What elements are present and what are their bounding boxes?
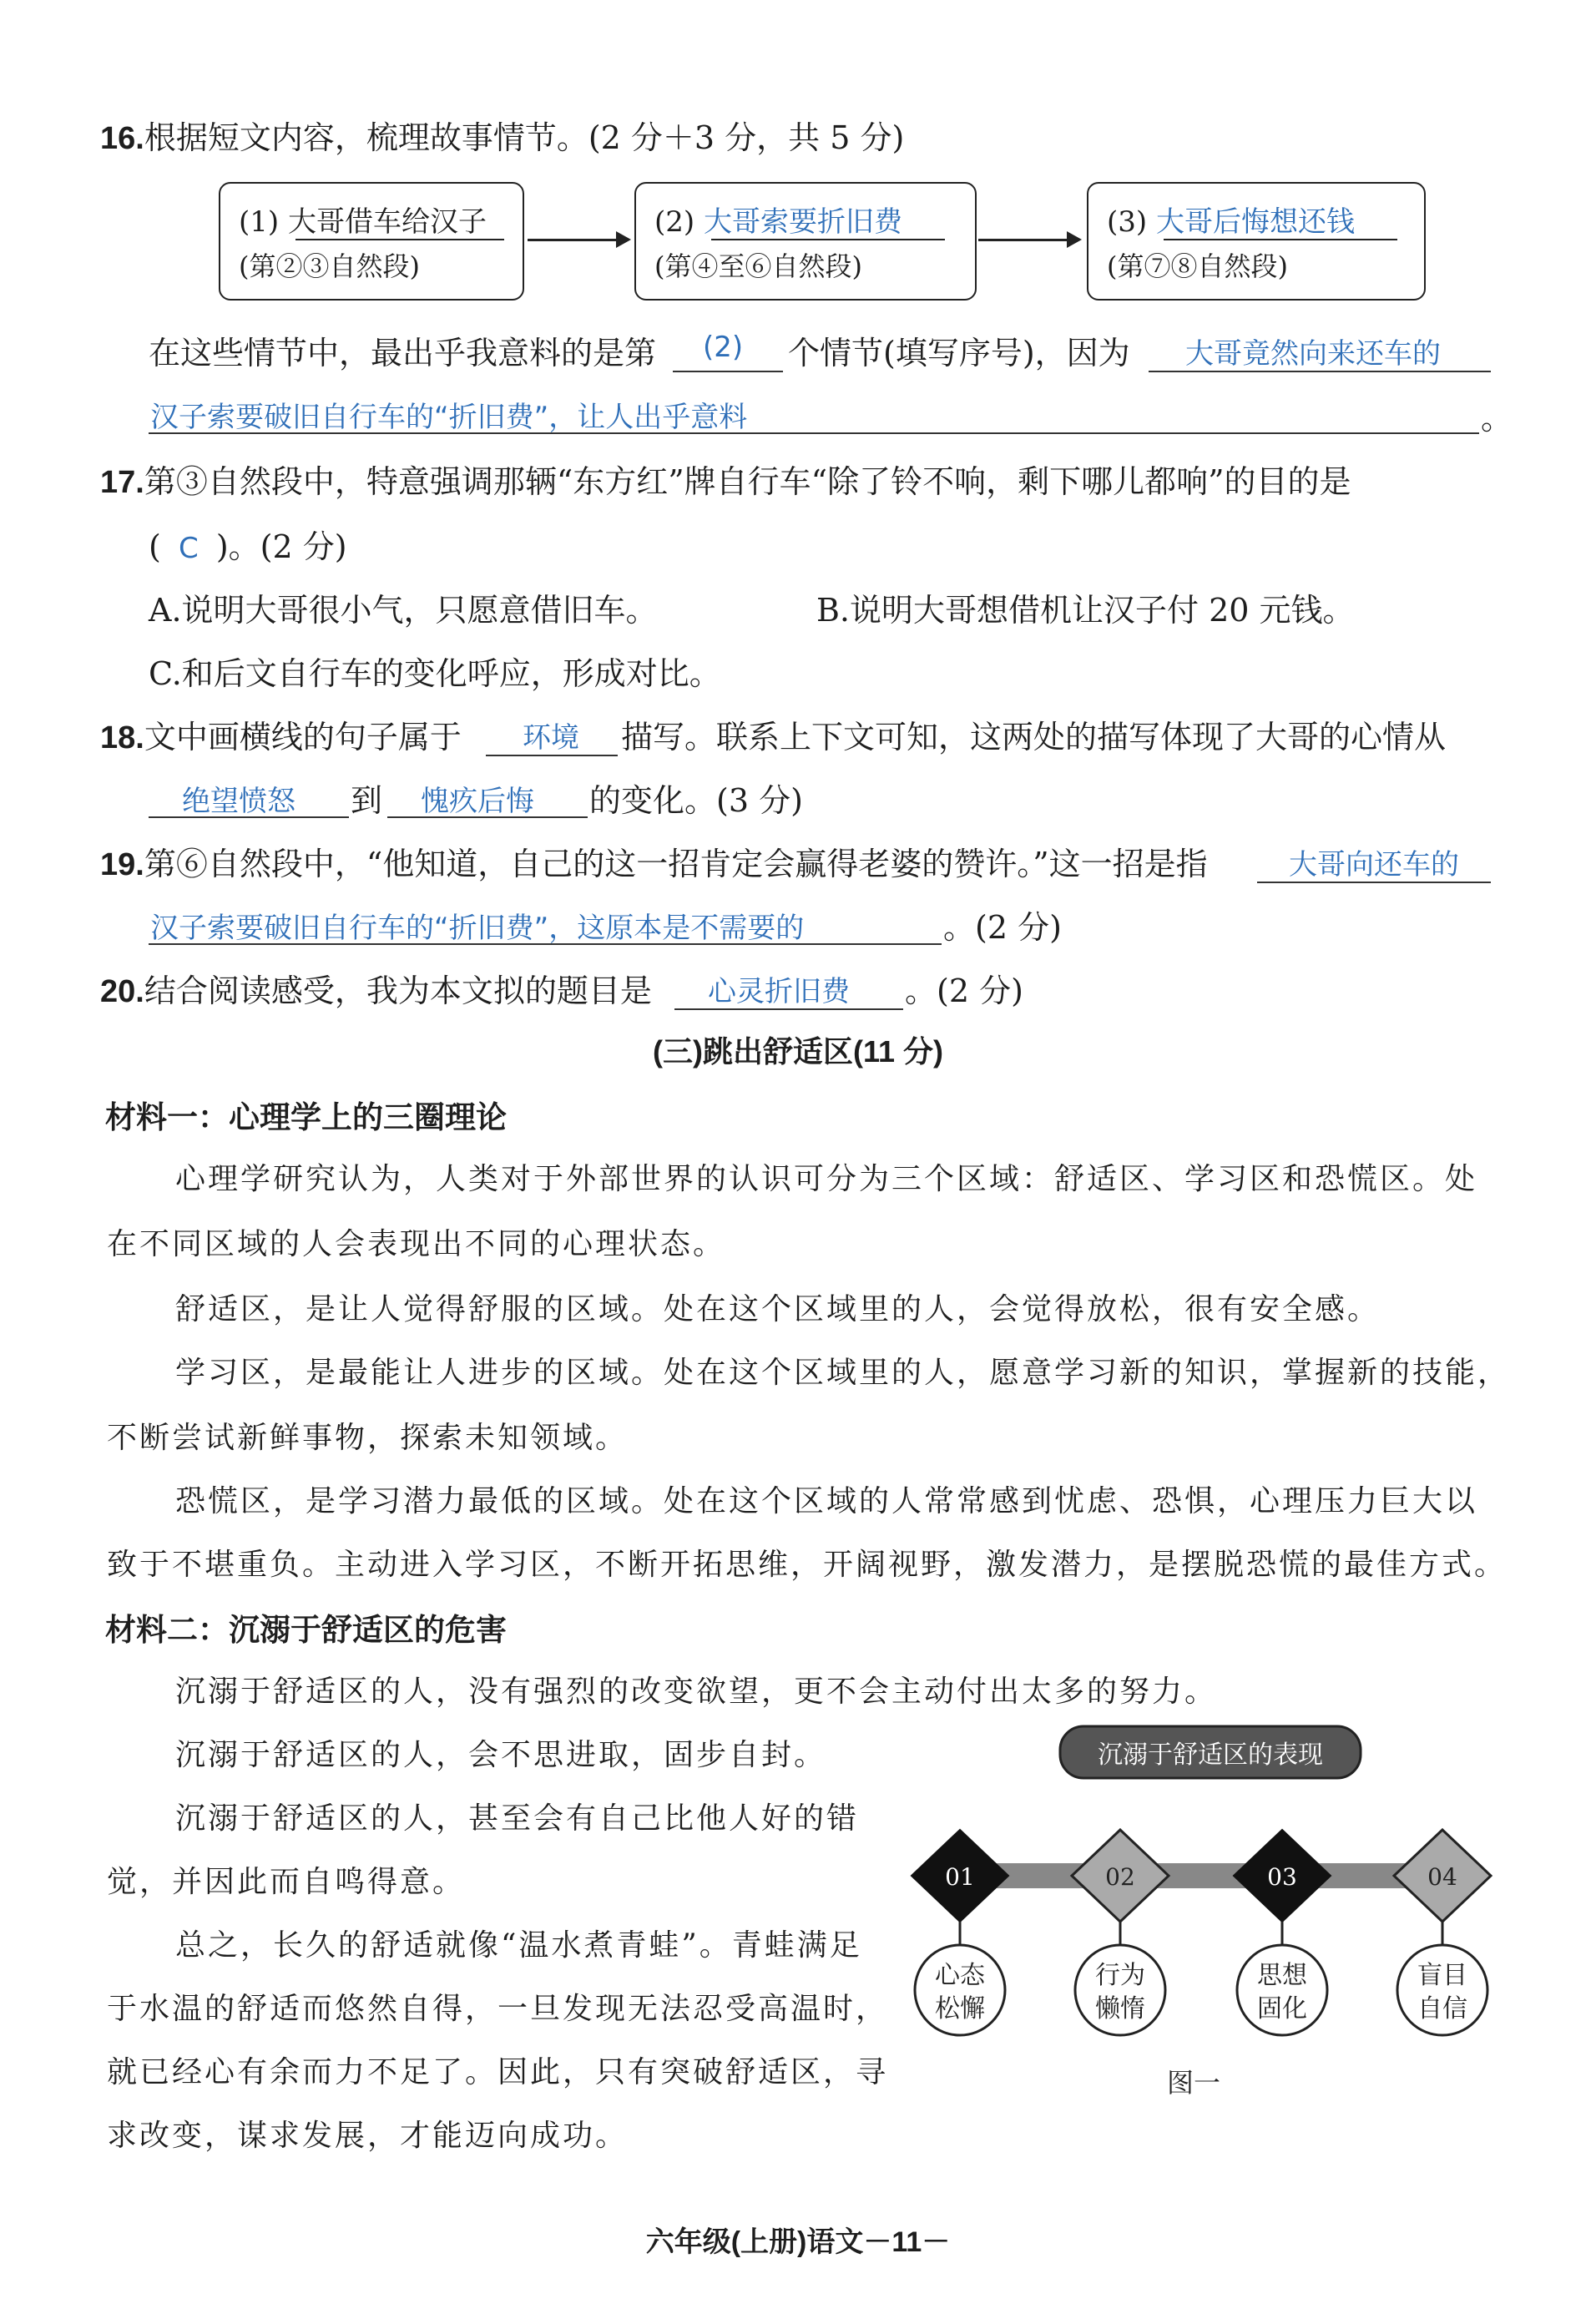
figure-band [960,1863,1444,1888]
plot-box-1-title: (1) 大哥借车给汉子 [239,205,487,239]
material-2-line: 总之，长久的舒适就像“温水煮青蛙”。青蛙满足 [175,1928,862,1963]
q16-answer-1: (2) [703,331,744,364]
q16-stem-text: 根据短文内容，梳理故事情节。(2 分＋3 分，共 5 分) [144,119,905,156]
q17-answer-line: ( C )。(2 分) [149,528,347,565]
q18-answer-2: 绝望愤怒 [182,785,295,818]
q17-stem-text: 第③自然段中，特意强调那辆“东方红”牌自行车“除了铃不响，剩下哪儿都响”的目的是 [144,463,1351,500]
node-label-line2: 固化 [1257,1994,1307,2023]
q19-end: 。(2 分) [943,909,1062,946]
figure-node-2 [1072,1830,1169,2035]
figure-node-4 [1394,1830,1491,2035]
figure-1-diagram [902,1720,1519,2120]
q16-stem [100,112,904,158]
plot-box-3 [1087,182,1426,301]
material-1-line: 致于不堪重负。主动进入学习区，不断开拓思维，开阔视野，激发潜力，是摆脱恐慌的最佳方式。 [107,1548,1508,1582]
plot-box-3-underline [1164,239,1397,240]
q18-line-1-cont: 描写。联系上下文可知，这两处的描写体现了大哥的心情从 [621,719,1447,755]
q19-answer-2: 汉子索要破旧自行车的“折旧费”，这原本是不需要的 [150,912,805,945]
material-2-line: 于水温的舒适而悠然自得，一旦发现无法忍受高温时， [107,1992,889,2026]
material-1-line: 学习区，是最能让人进步的区域。处在这个区域里的人，愿意学习新的知识，掌握新的技能， [175,1356,1511,1390]
node-label-line1: 行为 [1095,1961,1145,1990]
q19-answer-1: 大哥向还车的 [1289,848,1459,882]
q17-option-a: A.说明大哥很小气，只愿意借旧车。 [149,592,658,629]
material-1-line: 在不同区域的人会表现出不同的心理状态。 [107,1227,726,1261]
node-label-line1: 思想 [1257,1961,1307,1990]
material-2-line: 就已经心有余而力不足了。因此，只有突破舒适区，寻 [107,2055,889,2089]
plot-box-3-para: (第⑦⑧自然段) [1107,250,1288,282]
plot-arrow-1 [528,239,628,241]
plot-box-3-answer: 大哥后悔想还钱 [1155,205,1355,239]
q18-line-1: 18.文中画横线的句子属于 [100,719,462,755]
material-1-line: 心理学研究认为，人类对于外部世界的认识可分为三个区域：舒适区、学习区和恐慌区。处 [175,1162,1478,1196]
q18-end: 的变化。(3 分) [589,782,803,819]
q19-line-1: 19.第⑥自然段中，“他知道，自己的这一招肯定会赢得老婆的赞许。”这一招是指 [100,846,1208,882]
q16-end-mark: 。 [1481,400,1513,437]
figure-title: 沉溺于舒适区的表现 [1098,1741,1323,1770]
node-number: 04 [1427,1863,1457,1891]
material-1-line: 舒适区，是让人觉得舒服的区域。处在这个区域里的人，会觉得放松，很有安全感。 [175,1292,1381,1326]
q16-question-mid: 个情节(填写序号)，因为 [788,335,1130,371]
section-3-title: (三)跳出舒适区(11 分) [652,1034,943,1069]
material-2-title: 材料二：沉溺于舒适区的危害 [105,1613,507,1647]
plot-box-1-para: (第②③自然段) [239,250,420,282]
plot-box-1-underline [295,239,504,240]
plot-box-2-para: (第④至⑥自然段) [654,250,862,282]
node-label-line2: 自信 [1417,1994,1467,2023]
q17-number: 17. [100,465,144,500]
plot-box-1 [219,182,524,301]
material-1-line: 恐慌区，是学习潜力最低的区域。处在这个区域的人常常感到忧虑、恐惧，心理压力巨大以 [175,1484,1478,1518]
plot-box-3-title: (3) 大哥后悔想还钱 [1107,205,1355,239]
material-2-line: 沉溺于舒适区的人，会不思进取，固步自封。 [175,1738,827,1772]
plot-arrow-2 [978,239,1078,241]
figure-node-3 [1234,1830,1331,2035]
page-footer: 六年级(上册)语文－11－ [645,2226,951,2258]
q17-stem [100,456,1351,502]
q20-number: 20. [100,974,144,1009]
q16-answer-2a: 大哥竟然向来还车的 [1185,337,1441,371]
q17-option-c: C.和后文自行车的变化呼应，形成对比。 [149,655,721,692]
material-1-line: 不断尝试新鲜事物，探索未知领域。 [107,1421,629,1455]
material-2-line: 求改变，谋求发展，才能迈向成功。 [107,2119,629,2153]
node-label-line2: 松懈 [935,1994,985,2023]
q16-number: 16. [100,121,144,156]
node-number: 03 [1267,1863,1297,1891]
q18-to: 到 [351,782,383,819]
q20-line: 20.结合阅读感受，我为本文拟的题目是 [100,973,652,1009]
material-2-line: 觉，并因此而自鸣得意。 [107,1865,466,1899]
figure-caption: 图一 [1166,2067,1221,2099]
plot-box-2-answer: 大哥索要折旧费 [703,205,902,239]
q20-answer: 心灵折旧费 [708,975,850,1008]
q18-answer-1: 环境 [523,721,579,755]
plot-box-2-title: (2) 大哥索要折旧费 [654,205,902,239]
q17-answer: C [178,532,199,565]
q16-answer-2b: 汉子索要破旧自行车的“折旧费”，让人出乎意料 [150,401,748,434]
q18-answer-3: 愧疚后悔 [421,785,534,818]
material-1-title: 材料一：心理学上的三圈理论 [105,1100,507,1134]
q20-end: 。(2 分) [905,973,1023,1009]
node-label-line1: 心态 [935,1961,985,1990]
plot-box-2 [634,182,977,301]
q17-option-b: B.说明大哥想借机让汉子付 20 元钱。 [816,592,1355,629]
node-label-line1: 盲目 [1417,1961,1467,1990]
material-2-line: 沉溺于舒适区的人，没有强烈的改变欲望，更不会主动付出太多的努力。 [175,1675,1218,1709]
q16-question-pre: 在这些情节中，最出乎我意料的是第 [149,335,657,371]
plot-box-1-answer: 大哥借车给汉子 [287,205,487,239]
material-2-line: 沉溺于舒适区的人，甚至会有自己比他人好的错 [175,1801,860,1836]
node-number: 01 [945,1863,975,1891]
plot-box-2-underline [711,239,945,240]
q19-number: 19. [100,847,144,882]
node-label-line2: 懒惰 [1095,1994,1145,2023]
figure-node-1 [912,1830,1008,2035]
q18-number: 18. [100,720,144,755]
node-number: 02 [1105,1863,1135,1891]
